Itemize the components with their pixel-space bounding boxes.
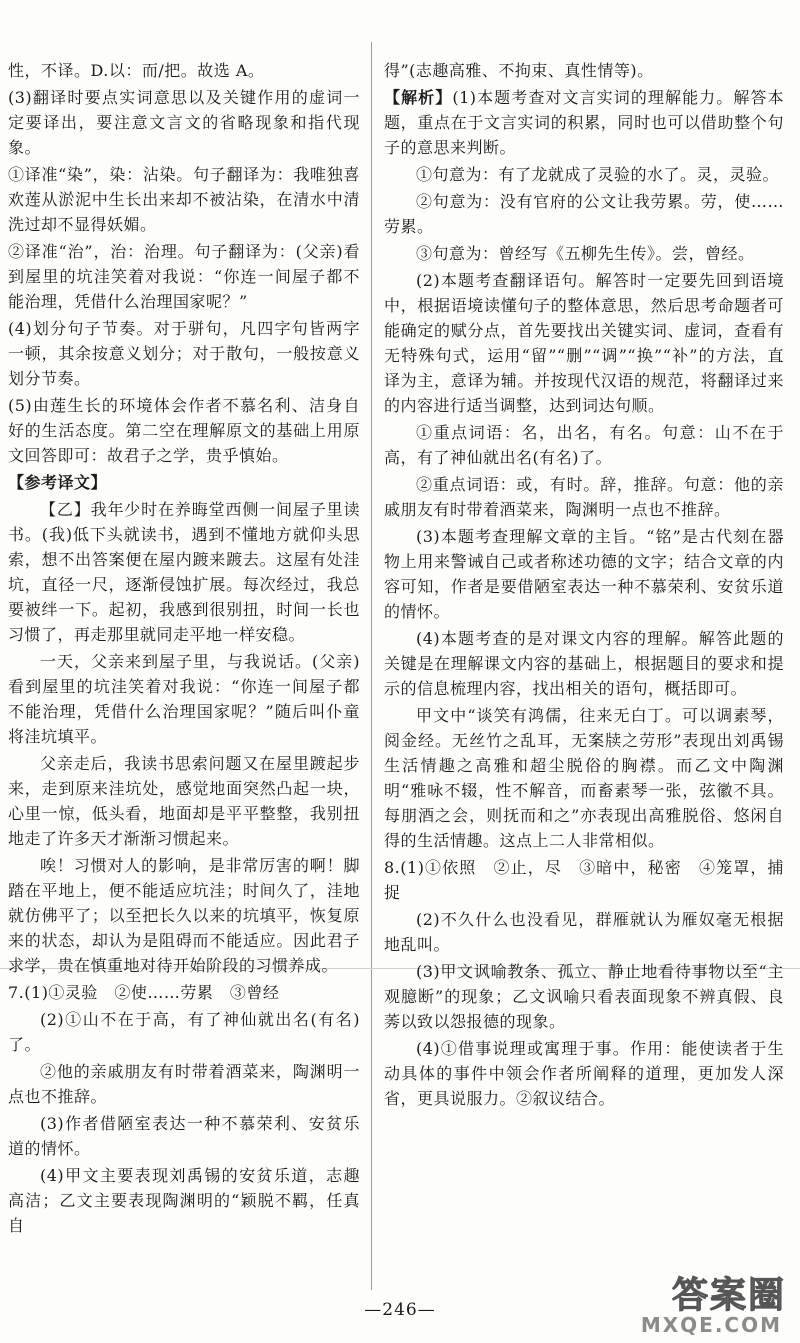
watermark-url: MXQE.COM bbox=[640, 1313, 782, 1337]
analysis-tag: 【解析】 bbox=[384, 88, 453, 107]
text-line: ②译准“治”，治：治理。句子翻译为：(父亲)看到屋里的坑洼笑着对我说：“你连一间屋子都不能治理，凭借什么治理国家呢？” bbox=[8, 242, 360, 311]
answer-line: (3)作者借陋室表达一种不慕荣利、安贫乐道的情怀。 bbox=[8, 1114, 360, 1158]
reference-paragraph: 一天，父亲来到屋子里，与我说话。(父亲)看到屋里的坑洼笑着对我说：“你连一间屋子都不能治理，凭借什么治理国家呢？”随后叫仆童将洼坑填平。 bbox=[8, 652, 360, 746]
text-line: (5)由莲生长的环境体会作者不慕名利、洁身自好的生活态度。第二空在理解原文的基础上用原文回答即可：故君子之学，贵乎慎始。 bbox=[8, 396, 360, 465]
reference-paragraph: 【乙】我年少时在养晦堂西侧一间屋子里读书。(我)低下头就读书，遇到不懂地方就仰头思索，想不出答案便在屋内踱来踱去。这屋有处洼坑，直径一尺，逐渐侵蚀扩展。每次经过，我总要被绊一下。起初，我感到很别扭，时间一长也习惯了，再走那里就同走平地一样安稳。 bbox=[8, 500, 360, 644]
text-line: ③句意为：曾经写《五柳先生传》。尝，曾经。 bbox=[416, 244, 755, 263]
right-column bbox=[384, 58, 784, 1113]
reference-paragraph: 唉！习惯对人的影响，是非常厉害的啊！脚踏在平地上，便不能适应坑洼；时间久了，洼地就仿佛平了；以至把长久以来的坑填平，恢复原来的状态，却认为是阻碍而不能适应。因此君子求学，贵在慎重地对待开始阶段的习惯养成。 bbox=[8, 856, 360, 975]
text-line: ②重点词语：或，有时。辞，推辞。句意：他的亲戚朋友有时带着酒菜来，陶渊明一点也不推辞。 bbox=[384, 475, 784, 519]
text-line: ①译准“染”，染：沾染。句子翻译为：我唯独喜欢莲从淤泥中生长出来却不被沾染，在清水中清洗过却不显得妖媚。 bbox=[8, 165, 360, 234]
analysis-paragraph bbox=[384, 85, 784, 160]
text-line: ①重点词语：名，出名，有名。句意：山不在于高，有了神仙就出名(有名)了。 bbox=[384, 423, 784, 467]
answer-line: (3)甲文讽喻教条、孤立、静止地看待事物以至“主观臆断”的现象；乙文讽喻只看表面现象不辨真假、良莠以致以怨报德的现象。 bbox=[384, 962, 784, 1031]
analysis-text: (1)本题考查对文言实词的理解能力。解答本题，重点在于文言实词的积累，同时也可以借助整个句子的意思来判断。 bbox=[384, 88, 784, 157]
reference-translation-title: 【参考译文】 bbox=[8, 473, 108, 492]
answer-line: (2)不久什么也没看见，群雁就认为雁奴毫无根据地乱叫。 bbox=[384, 910, 784, 954]
page-number: —246— bbox=[364, 1300, 436, 1320]
watermark bbox=[592, 1267, 792, 1337]
reference-paragraph: 父亲走后，我读书思索问题又在屋里踱起步来，走到原来洼坑处，感觉地面突然凸起一块，心里一惊，低头看，地面却是平平整整，我别扭地走了许多天才渐渐习惯起来。 bbox=[8, 754, 360, 848]
left-column bbox=[8, 58, 360, 1240]
answer-line: 7.(1)①灵验 ②使……劳累 ③曾经 bbox=[8, 983, 280, 1002]
text-line: 甲文中“谈笑有鸿儒，往来无白丁。可以调素琴，阅金经。无丝竹之乱耳，无案牍之劳形”表现出刘禹锡生活情趣之高雅和超尘脱俗的胸襟。而乙文中陶渊明“雅咏不辍，性不解音，而畜素琴一张，弦徽不具。每朋酒之会，则抚而和之”亦表现出高雅脱俗、悠闲自得的生活情趣。这点上二人非常相似。 bbox=[384, 706, 784, 850]
text-line: (2)本题考查翻译语句。解答时一定要先回到语境中，根据语境读懂句子的整体意思，然后思考命题者可能确定的赋分点，首先要找出关键实词、虚词，查看有无特殊句式，运用“留”“删”“调”“换”“补”的方法，直译为主，意译为辅。并按现代汉语的规范，将翻译过来的内容进行适当调整，达到词达句顺。 bbox=[384, 271, 784, 415]
text-line: (3)翻译时要点实词意思以及关键作用的虚词一定要译出，要注意文言文的省略现象和指代现象。 bbox=[8, 88, 360, 157]
watermark-logo: 答案圈 bbox=[671, 1275, 786, 1316]
column-divider bbox=[371, 42, 372, 1290]
text-line: 得”(志趣高雅、不拘束、真性情等)。 bbox=[384, 61, 654, 80]
text-line: (4)划分句子节奏。对于骈句，凡四字句皆两字一顿，其余按意义划分；对于散句，一般按意义划分节奏。 bbox=[8, 319, 360, 388]
text-line: ②句意为：没有官府的公文让我劳累。劳，使……劳累。 bbox=[384, 192, 784, 236]
answer-line: (2)①山不在于高，有了神仙就出名(有名)了。 bbox=[8, 1010, 360, 1054]
answer-line: (4)①借事说理或寓理于事。作用：能使读者于生动具体的事件中领会作者所阐释的道理，更加发人深省，更具说服力。②叙议结合。 bbox=[384, 1039, 784, 1108]
text-line: (4)本题考查的是对课文内容的理解。解答此题的关键是在理解课文内容的基础上，根据题目的要求和提示的信息梳理内容，找出相关的语句，概括即可。 bbox=[384, 629, 784, 698]
text-line: (3)本题考查理解文章的主旨。“铭”是古代刻在器物上用来警诫自己或者称述功德的文字；结合文章的内容可知，作者是要借陋室表达一种不慕荣利、安贫乐道的情怀。 bbox=[384, 527, 784, 621]
answer-line: ②他的亲戚朋友有时带着酒菜来，陶渊明一点也不推辞。 bbox=[8, 1062, 360, 1106]
text-line: 性，不译。D.以：而/把。故选 A。 bbox=[8, 61, 265, 80]
text-line: ①句意为：有了龙就成了灵验的水了。灵，灵验。 bbox=[416, 165, 780, 184]
answer-line: (4)甲文主要表现刘禹锡的安贫乐道，志趣高洁；乙文主要表现陶渊明的“颖脱不羁，任真自 bbox=[8, 1166, 360, 1235]
answer-line: 8.(1)①依照 ②止，尽 ③暗中，秘密 ④笼罩，捕捉 bbox=[384, 858, 784, 902]
